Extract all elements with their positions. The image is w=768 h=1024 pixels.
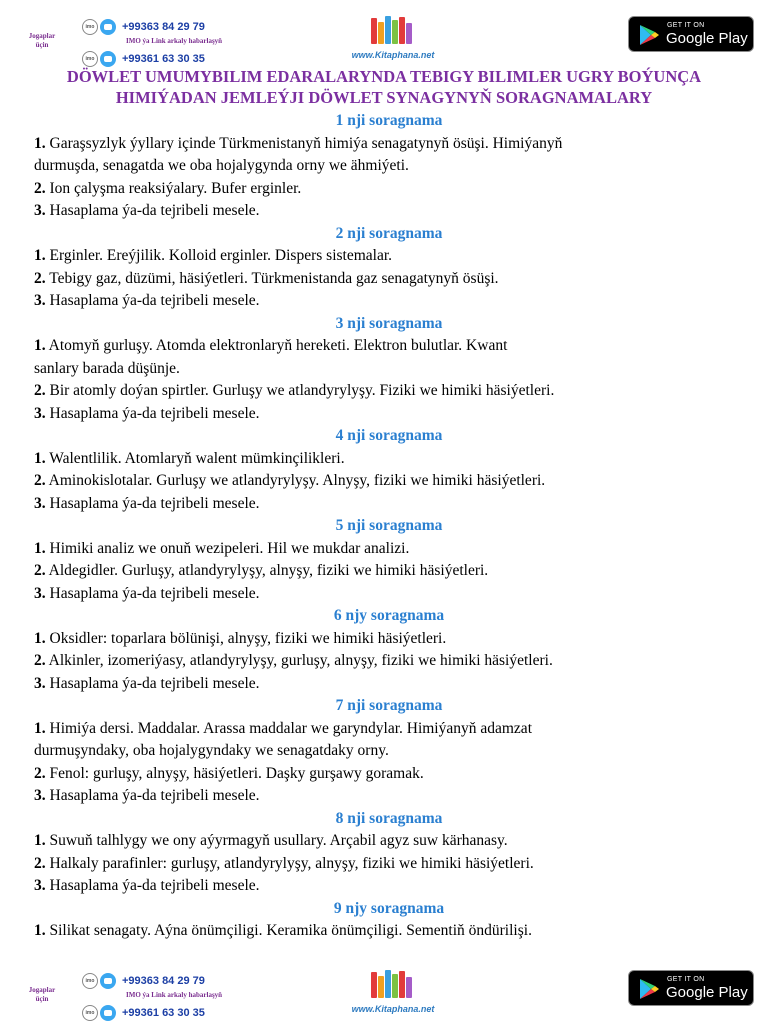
messenger-icon[interactable] xyxy=(100,51,116,67)
question-text: Hasaplama ýa-da tejribeli mesele. xyxy=(49,292,260,309)
question-number: 1. xyxy=(34,449,46,467)
books-logo-icon xyxy=(371,16,411,44)
question-item xyxy=(34,290,744,313)
contact-block xyxy=(82,968,322,1020)
messenger-icon[interactable] xyxy=(100,973,116,989)
question-item xyxy=(34,583,744,606)
question-number: 3. xyxy=(34,292,46,309)
question-text: Aminokislotalar. Gurluşy we atlandyrylyşy. Alnyşy, fiziki we himiki häsiýetleri. xyxy=(48,472,546,489)
question-text: Suwuň talhlygy we ony aýyrmagyň usullary. Arçabil agyz suw kärhanasy. xyxy=(49,832,508,849)
question-text: Hasaplama ýa-da tejribeli mesele. xyxy=(49,787,260,804)
question-number: 1. xyxy=(34,247,46,264)
question-item xyxy=(34,718,744,741)
book-spine xyxy=(406,977,412,998)
question-number: 2. xyxy=(34,562,46,579)
google-play-label: Google Play xyxy=(666,30,748,47)
question-number: 2. xyxy=(34,269,46,287)
question-item xyxy=(34,133,744,156)
question-text: Bir atomly doýan spirtler. Gurluşy we atlandyrylyşy. Fiziki we himiki häsiýetleri. xyxy=(49,382,555,399)
question-item xyxy=(34,470,744,493)
book-spine xyxy=(406,23,412,44)
question-item xyxy=(34,920,744,943)
answers-note: Jogaplar üçin xyxy=(28,32,56,49)
imo-icon[interactable]: imo xyxy=(82,51,98,67)
question-item xyxy=(34,763,744,786)
question-item xyxy=(34,538,744,561)
title-line: HIMIÝADAN JEMLEÝJI DÖWLET SYNAGYNYŇ SORAGNAMALARY xyxy=(115,88,653,107)
question-number: 1. xyxy=(34,134,46,152)
question-text: Ion çalyşma reaksiýalary. Bufer erginler. xyxy=(49,179,302,197)
question-number: 3. xyxy=(34,787,46,804)
question-number: 2. xyxy=(34,382,46,399)
question-text: Aldegidler. Gurluşy, atlandyrylyşy, alnyşy, fiziki we himiki häsiýetleri. xyxy=(48,562,489,579)
question-text: Walentlilik. Atomlaryň walent mümkinçilikleri. xyxy=(49,449,345,467)
question-text: Silikat senagaty. Aýna önümçiligi. Keramika önümçiligi. Sementiň öndürilişi. xyxy=(49,922,532,939)
question-item xyxy=(34,628,744,651)
section-heading: 2 nji soragnama xyxy=(335,224,443,242)
question-item xyxy=(34,200,744,223)
phone-number-2[interactable]: +99361 63 30 35 xyxy=(122,53,205,65)
question-number: 3. xyxy=(34,494,46,512)
page-header xyxy=(0,10,768,66)
book-spine xyxy=(385,970,391,998)
book-spine xyxy=(371,972,377,998)
contact-row-1 xyxy=(82,972,205,990)
question-number: 1. xyxy=(34,337,46,354)
book-spine xyxy=(399,17,405,44)
section-heading: 3 nji soragnama xyxy=(335,314,443,332)
messenger-icon[interactable] xyxy=(100,19,116,35)
question-item xyxy=(34,673,744,696)
question-text: Alkinler, izomeriýasy, atlandyrylyşy, gurluşy, alnyşy, fiziki we himiki häsiýetleri. xyxy=(48,652,553,669)
contact-note: IMO ýa Link arkaly habarlaşyň xyxy=(126,991,223,999)
book-spine xyxy=(385,16,391,44)
question-item xyxy=(34,448,744,471)
page-footer xyxy=(0,964,768,1020)
contact-row-1 xyxy=(82,18,205,36)
section-heading: 5 nji soragnama xyxy=(335,517,443,534)
question-text: Tebigy gaz, düzümi, häsiýetleri. Türkmenistanda gaz senagatynyň ösüşi. xyxy=(49,269,499,287)
section-heading: 7 nji soragnama xyxy=(335,697,443,714)
google-play-icon xyxy=(638,24,660,46)
question-item xyxy=(34,155,744,178)
section-heading: 9 njy soragnama xyxy=(333,899,445,917)
contact-note: IMO ýa Link arkaly habarlaşyň xyxy=(126,37,223,45)
site-link[interactable]: www.Kitaphana.net xyxy=(351,50,435,60)
question-item xyxy=(34,875,744,898)
question-item xyxy=(34,650,744,673)
imo-icon[interactable]: imo xyxy=(82,973,98,989)
question-item xyxy=(34,560,744,583)
question-item xyxy=(34,830,744,853)
book-spine xyxy=(371,18,377,44)
google-play-icon xyxy=(638,978,660,1000)
question-item xyxy=(34,178,744,201)
book-spine xyxy=(392,20,398,44)
question-text: durmuşda, senagatda we oba hojalygynda orny we ähmiýeti. xyxy=(34,157,409,174)
question-text: sanlary barada düşünje. xyxy=(34,359,180,377)
google-play-badge[interactable] xyxy=(628,970,754,1006)
section-heading: 1 nji soragnama xyxy=(335,112,443,129)
question-number: 2. xyxy=(34,472,46,489)
book-spine xyxy=(399,971,405,998)
question-number: 3. xyxy=(34,674,46,692)
question-number: 3. xyxy=(34,202,46,219)
book-spine xyxy=(378,22,384,44)
question-text: Hasaplama ýa-da tejribeli mesele. xyxy=(49,404,260,422)
question-number: 3. xyxy=(34,404,46,422)
question-number: 3. xyxy=(34,584,46,602)
question-item xyxy=(34,268,744,291)
title-line: DÖWLET UMUMYBILIM EDARALARYNDA TEBIGY BILIMLER UGRY BOÝUNÇA xyxy=(66,67,702,86)
question-item xyxy=(34,335,744,358)
google-play-small-label: GET IT ON xyxy=(667,22,705,29)
google-play-small-label: GET IT ON xyxy=(667,976,705,983)
google-play-label: Google Play xyxy=(666,984,748,1001)
question-text: Hasaplama ýa-da tejribeli mesele. xyxy=(49,494,260,512)
question-item xyxy=(34,403,744,426)
imo-icon[interactable]: imo xyxy=(82,19,98,35)
page-title xyxy=(0,66,768,108)
book-spine xyxy=(392,974,398,998)
question-number: 1. xyxy=(34,539,46,557)
books-logo-icon xyxy=(371,970,411,998)
question-list xyxy=(34,110,744,943)
question-text: Oksidler: toparlara bölünişi, alnyşy, fiziki we himiki häsiýetleri. xyxy=(49,629,447,647)
contact-row-2 xyxy=(82,1004,205,1022)
question-item xyxy=(34,493,744,516)
question-number: 1. xyxy=(34,832,46,849)
question-number: 2. xyxy=(34,764,46,782)
question-text: Hasaplama ýa-da tejribeli mesele. xyxy=(49,202,260,219)
question-text: Halkaly parafinler: gurluşy, atlandyrylyşy, alnyşy, fiziki we himiki häsiýetleri. xyxy=(49,854,534,872)
question-text: durmuşyndaky, oba hojalygyndaky we senagatdaky orny. xyxy=(34,742,389,759)
phone-number-1[interactable]: +99363 84 29 79 xyxy=(122,975,205,987)
phone-number-1[interactable]: +99363 84 29 79 xyxy=(122,21,205,33)
question-item xyxy=(34,358,744,381)
phone-number-2[interactable]: +99361 63 30 35 xyxy=(122,1007,205,1019)
section-heading: 8 nji soragnama xyxy=(335,809,443,827)
question-number: 1. xyxy=(34,629,46,647)
book-spine xyxy=(378,976,384,998)
question-number: 1. xyxy=(34,719,46,737)
question-item xyxy=(34,380,744,403)
question-number: 1. xyxy=(34,922,46,939)
question-text: Erginler. Ereýjilik. Kolloid erginler. Dispers sistemalar. xyxy=(49,247,393,264)
question-text: Hasaplama ýa-da tejribeli mesele. xyxy=(49,584,260,602)
question-text: Garaşsyzlyk ýyllary içinde Türkmenistanyň himiýa senagatynyň ösüşi. Himiýanyň xyxy=(49,134,563,152)
question-text: Fenol: gurluşy, alnyşy, häsiýetleri. Daşky gurşawy goramak. xyxy=(49,764,424,782)
question-item xyxy=(34,245,744,268)
question-number: 2. xyxy=(34,854,46,872)
question-number: 2. xyxy=(34,179,46,197)
section-heading: 4 nji soragnama xyxy=(335,427,443,444)
messenger-icon[interactable] xyxy=(100,1005,116,1021)
section-heading: 6 njy soragnama xyxy=(333,607,445,624)
question-text: Atomyň gurluşy. Atomda elektronlaryň hereketi. Elektron bulutlar. Kwant xyxy=(48,337,508,354)
contact-block xyxy=(82,14,322,66)
question-item xyxy=(34,853,744,876)
google-play-badge[interactable] xyxy=(628,16,754,52)
question-item xyxy=(34,740,744,763)
question-text: Hasaplama ýa-da tejribeli mesele. xyxy=(49,877,260,894)
site-link[interactable]: www.Kitaphana.net xyxy=(351,1004,435,1014)
question-number: 2. xyxy=(34,652,46,669)
question-item xyxy=(34,785,744,808)
question-text: Himiki analiz we onuň wezipeleri. Hil we mukdar analizi. xyxy=(49,539,410,557)
imo-icon[interactable]: imo xyxy=(82,1005,98,1021)
answers-note: Jogaplar üçin xyxy=(28,986,56,1003)
question-text: Himiýa dersi. Maddalar. Arassa maddalar we garyndylar. Himiýanyň adamzat xyxy=(49,719,532,737)
question-number: 3. xyxy=(34,877,46,894)
question-text: Hasaplama ýa-da tejribeli mesele. xyxy=(49,674,260,692)
